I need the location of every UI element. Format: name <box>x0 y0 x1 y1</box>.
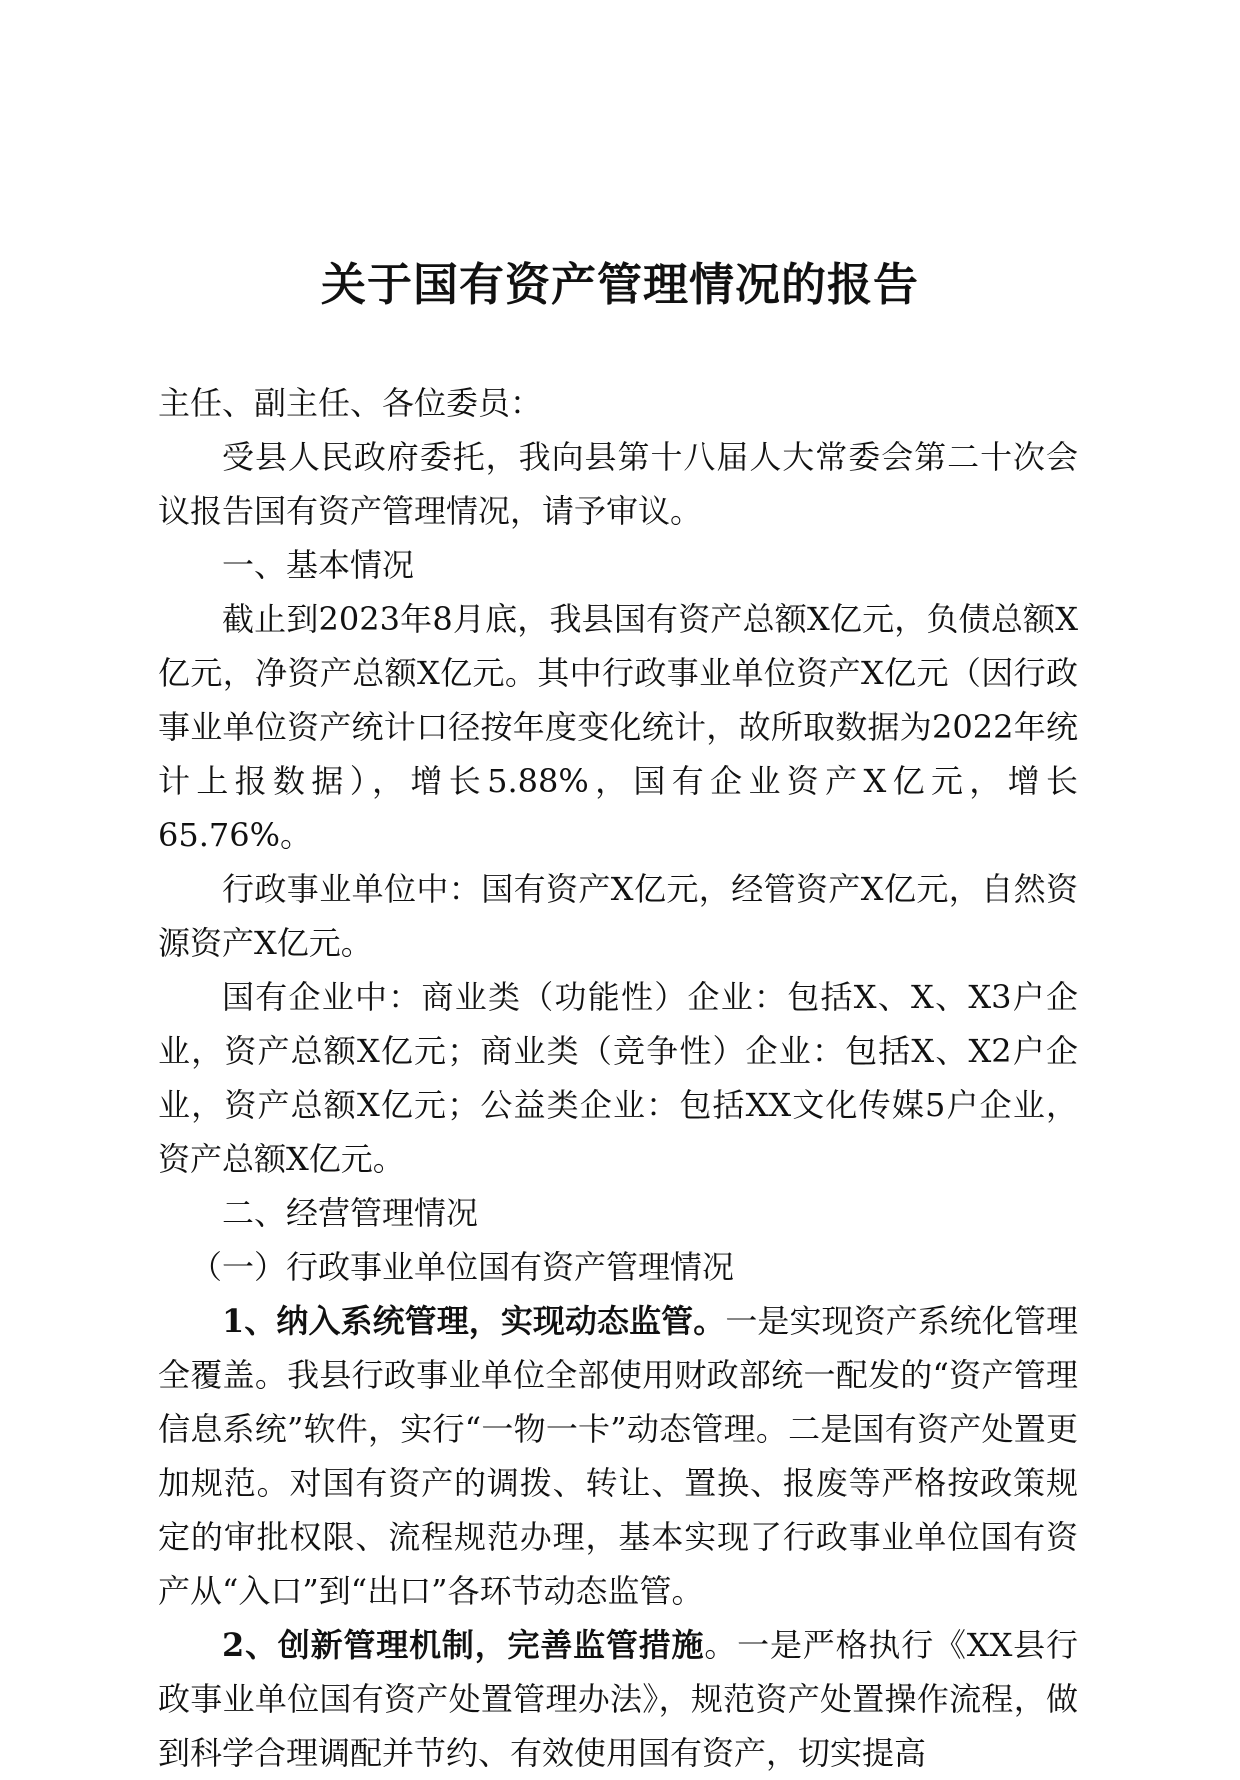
intro-paragraph: 受县人民政府委托，我向县第十八届人大常委会第二十次会议报告国有资产管理情况，请予审议。 <box>158 438 1078 530</box>
item-lead-mechanism: 2、创新管理机制，完善监管措施 <box>222 1626 705 1664</box>
document-body <box>158 376 1078 1780</box>
item-paragraph-system-management <box>158 1294 1078 1618</box>
item-text-mechanism: 。一是严格执行《XX县行政事业单位国有资产处置管理办法》，规范资产处置操作流程，做到科学合理调配并节约、有效使用国有资产，切实提高 <box>158 1626 1078 1772</box>
paragraph-asset-totals: 截止到2023年8月底，我县国有资产总额X亿元，负债总额X亿元，净资产总额X亿元。其中行政事业单位资产X亿元（因行政事业单位资产统计口径按年度变化统计，故所取数据为2022年统计上报数据），增长5.88%，国有企业资产X亿元，增长65.76%。 <box>158 600 1078 854</box>
item-paragraph-mechanism <box>158 1618 1078 1780</box>
subsection-heading-admin-assets: （一）行政事业单位国有资产管理情况 <box>190 1248 735 1286</box>
paragraph-administrative-units: 行政事业单位中：国有资产X亿元，经管资产X亿元，自然资源资产X亿元。 <box>158 870 1078 962</box>
document-title: 关于国有资产管理情况的报告 <box>320 258 919 311</box>
item-lead-system-management: 1、纳入系统管理，实现动态监管。 <box>222 1302 726 1340</box>
salutation: 主任、副主任、各位委员： <box>158 384 543 422</box>
item-text-system-management: 一是实现资产系统化管理全覆盖。我县行政事业单位全部使用财政部统一配发的“资产管理信息系统”软件，实行“一物一卡”动态管理。二是国有资产处置更加规范。对国有资产的调拨、转让、置换、报废等严格按政策规定的审批权限、流程规范办理，基本实现了行政事业单位国有资产从“入口”到“出口”各环节动态监管。 <box>158 1302 1078 1610</box>
section-heading-management: 二、经营管理情况 <box>222 1194 479 1232</box>
section-heading-basic-situation: 一、基本情况 <box>222 546 415 584</box>
paragraph-state-enterprises: 国有企业中：商业类（功能性）企业：包括X、X、X3户企业，资产总额X亿元；商业类（竞争性）企业：包括X、X2户企业，资产总额X亿元；公益类企业：包括XX文化传媒5户企业，资产总额X亿元。 <box>158 978 1078 1178</box>
